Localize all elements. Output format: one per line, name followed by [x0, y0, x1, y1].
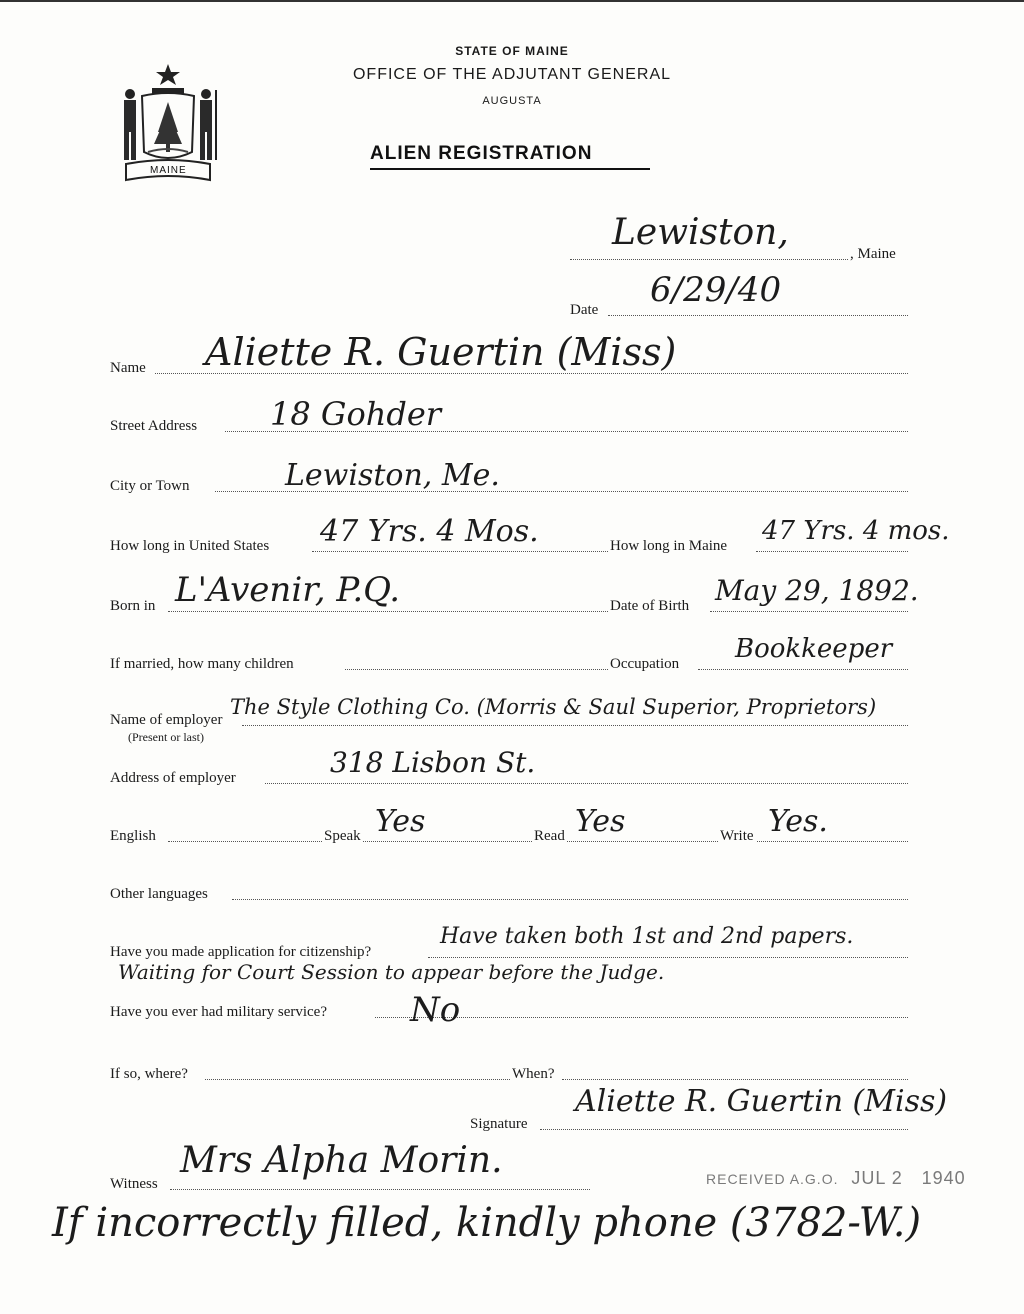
date-of-birth-value: May 29, 1892. [715, 574, 919, 607]
header-city: AUGUSTA [482, 95, 542, 107]
place-line [570, 259, 848, 260]
citizenship-value-2: Waiting for Court Session to appear before the Judge. [118, 960, 665, 984]
occupation-label: Occupation [610, 656, 680, 672]
employer-address-value: 318 Lisbon St. [330, 746, 536, 779]
signature-value: Aliette R. Guertin (Miss) [575, 1084, 948, 1119]
date-value: 6/29/40 [650, 270, 782, 310]
date-label: Date [570, 302, 599, 318]
date-of-birth-label: Date of Birth [610, 598, 690, 614]
how-long-us-value: 47 Yrs. 4 Mos. [320, 514, 539, 549]
title-underline [370, 168, 650, 170]
witness-line [170, 1189, 590, 1190]
header-state: STATE OF MAINE [455, 44, 569, 58]
occupation-line [698, 669, 908, 670]
received-stamp [706, 1168, 966, 1189]
how-long-us-label: How long in United States [110, 538, 270, 554]
military-label: Have you ever had military service? [110, 1004, 327, 1020]
employer-value: The Style Clothing Co. (Morris & Saul Superior, Proprietors) [230, 695, 877, 719]
english-label: English [110, 828, 156, 844]
street-value: 18 Gohder [270, 395, 442, 433]
citizenship-line [428, 957, 908, 958]
children-line [345, 669, 608, 670]
name-value: Aliette R. Guertin (Miss) [205, 330, 677, 374]
date-line [608, 315, 908, 316]
how-long-maine-line [756, 551, 908, 552]
header-office: OFFICE OF THE ADJUTANT GENERAL [352, 66, 672, 83]
name-label: Name [110, 360, 146, 376]
signature-line [540, 1129, 908, 1130]
street-label: Street Address [110, 418, 198, 434]
read-label: Read [534, 828, 565, 844]
other-languages-line [232, 899, 908, 900]
stamp-year: 1940 [921, 1168, 966, 1188]
signature-label: Signature [470, 1116, 528, 1132]
seal-motto: MAINE [150, 165, 187, 176]
children-label: If married, how many children [110, 656, 294, 672]
write-value: Yes. [768, 804, 828, 839]
when-label: When? [512, 1066, 555, 1082]
employer-sublabel: (Present or last) [128, 730, 204, 744]
born-in-value: L'Avenir, P.Q. [175, 570, 401, 610]
stamp-received-text: RECEIVED A.G.O. [706, 1171, 839, 1187]
stamp-date: JUL 2 [851, 1168, 903, 1188]
if-so-label: If so, where? [110, 1066, 188, 1082]
employer-line [242, 725, 908, 726]
witness-value: Mrs Alpha Morin. [180, 1140, 503, 1181]
speak-label: Speak [324, 828, 361, 844]
how-long-maine-value: 47 Yrs. 4 mos. [762, 516, 950, 546]
top-border [0, 0, 1024, 2]
maine-label: , Maine [850, 246, 896, 262]
employer-address-label: Address of employer [110, 770, 236, 786]
employer-address-line [265, 783, 908, 784]
if-so-line [205, 1079, 510, 1080]
when-line [562, 1079, 908, 1080]
speak-value: Yes [375, 804, 426, 839]
born-in-label: Born in [110, 598, 156, 614]
military-value: No [410, 990, 461, 1030]
employer-label: Name of employer [110, 712, 223, 728]
write-label: Write [720, 828, 754, 844]
city-value: Lewiston, Me. [285, 458, 500, 493]
citizenship-value-1: Have taken both 1st and 2nd papers. [440, 924, 854, 949]
citizenship-label: Have you made application for citizenship? [110, 944, 372, 960]
place-value: Lewiston, [612, 212, 789, 253]
born-in-line [168, 611, 608, 612]
how-long-us-line [312, 551, 608, 552]
read-value: Yes [575, 804, 626, 839]
bottom-note: If incorrectly filled, kindly phone (3782-W.) [52, 1200, 922, 1246]
witness-label: Witness [110, 1176, 158, 1192]
how-long-maine-label: How long in Maine [610, 538, 728, 554]
date-of-birth-line [710, 611, 908, 612]
page-title: ALIEN REGISTRATION [370, 143, 593, 164]
other-languages-label: Other languages [110, 886, 208, 902]
occupation-value: Bookkeeper [735, 634, 893, 664]
city-label: City or Town [110, 478, 190, 494]
